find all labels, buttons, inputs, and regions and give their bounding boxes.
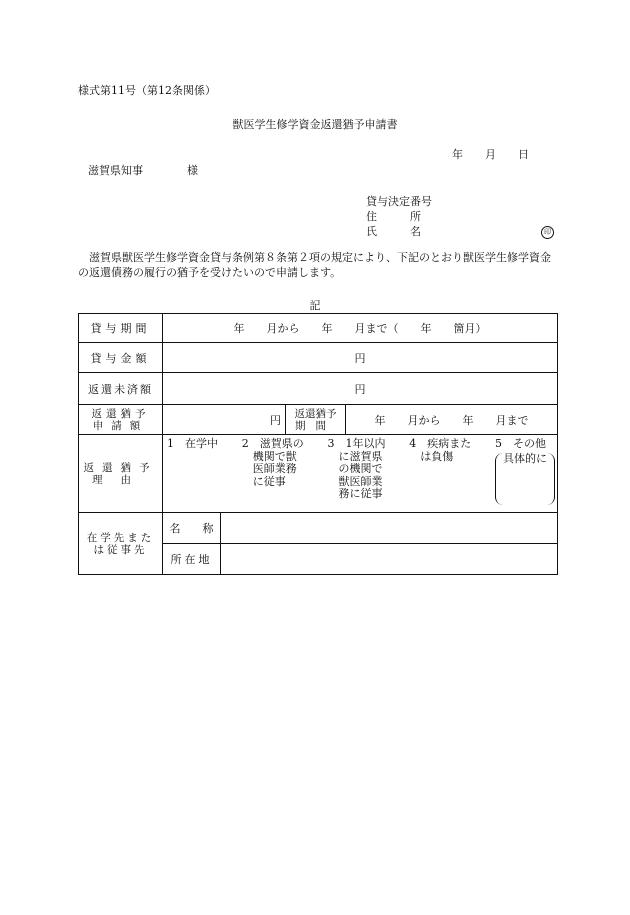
loan-period-label: 貸与期間 [79,314,163,343]
ki-heading: 記 [309,299,321,312]
reason-option-line: 2 滋賀県の [241,437,304,450]
application-table [78,313,558,575]
loan-period-row [79,314,558,343]
reason-option-line: 医師業務 [241,462,297,475]
other-reason-bracket[interactable]: 具体的に [495,453,555,505]
date-line: 年 月 日 [452,148,529,161]
reason-option-line: に従事 [241,474,286,488]
reason-label: 返還猶予 理由 [79,435,163,513]
application-statement: 滋賀県獣医学生修学資金貸与条例第８条第２項の規定により、下記のとおり獣医学生修学資金の返還債務の履行の猶予を受けたいので申請します。 [78,251,551,279]
deferral-amount-field[interactable]: 円 [163,405,286,435]
org-location-field[interactable] [221,544,558,575]
deferral-row [79,405,558,435]
loan-amount-field[interactable]: 円 [163,343,558,373]
reason-option-4[interactable] [409,438,471,510]
deferral-period-label: 返還猶予 期間 [286,405,346,435]
reason-option-line: 1 在学中 [167,437,218,450]
form-number: 様式第11号（第12条関係） [78,84,216,97]
loan-amount-row [79,343,558,373]
loan-amount-label: 貸与金額 [79,343,163,373]
reason-option-line: 4 疾病また [409,437,472,450]
reason-option-line: 獣医師業 [327,474,383,488]
org-name-field[interactable] [221,513,558,544]
reason-option-line: に滋賀県 [327,449,383,463]
reason-option-line: 機関で獣 [241,449,297,463]
reason-option-line: 5 その他 [495,437,546,450]
reason-option-3[interactable] [328,438,386,510]
reason-options [163,435,558,513]
applicant-block [366,194,554,239]
loan-period-field[interactable]: 年 月から 年 月まで（ 年 箇月） [163,314,558,343]
seal-mark: 印 [541,226,554,239]
address-label: 住 所 [366,210,421,223]
reason-option-line: の機関で [327,462,383,475]
reason-option-5[interactable] [495,438,555,510]
reason-option-line: は負傷 [409,449,454,463]
unpaid-row [79,373,558,405]
school-name-row [79,513,558,544]
reason-option-2[interactable] [242,438,304,510]
addressee: 滋賀県知事 様 [88,164,198,177]
unpaid-label: 返還未済額 [79,373,163,405]
unpaid-field[interactable]: 円 [163,373,558,405]
org-name-label: 名 称 [163,513,221,544]
reason-row [79,435,558,513]
reason-option-line: 3 1年以内 [327,437,386,450]
school-label: 在学先また は従事先 [79,513,163,575]
deferral-amount-label: 返還猶予 申請額 [79,405,163,435]
reason-option-1[interactable] [167,438,218,510]
reason-option-line: 務に従事 [327,487,383,500]
org-location-label: 所在地 [163,544,221,575]
loan-number-label: 貸与決定番号 [366,195,432,208]
document-title: 獣医学生修学資金返還猶予申請書 [232,118,398,131]
name-label: 氏 名 [366,225,421,238]
deferral-period-field[interactable]: 年 月から 年 月まで [346,405,558,435]
